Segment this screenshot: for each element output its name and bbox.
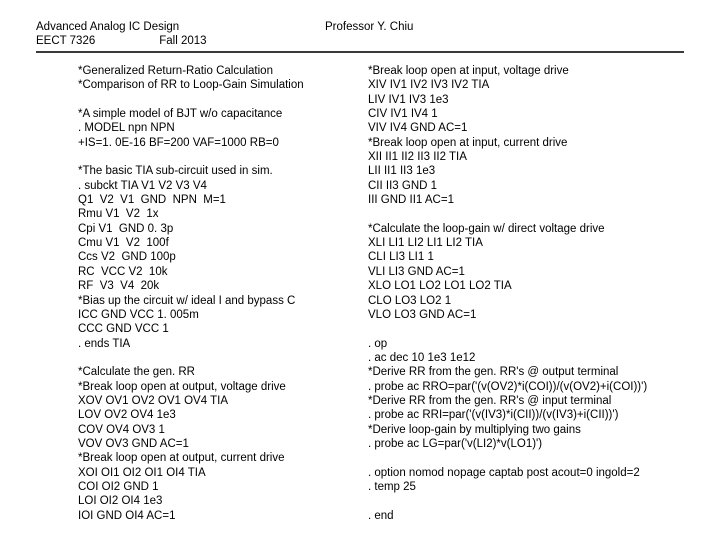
spice-listing-left	[78, 64, 304, 523]
spice-line-left: IOI GND OI4 AC=1	[78, 509, 176, 522]
spice-line-left: Cmu V1 V2 100f	[78, 237, 169, 250]
spice-line-left: *Calculate the gen. RR	[78, 366, 195, 379]
spice-line-left: *Break loop open at output, voltage drive	[78, 380, 286, 393]
spice-line-right: VLO LO3 GND AC=1	[368, 308, 477, 321]
spice-line-right: . probe ac RRI=par('(v(IV3)*i(CII))/(v(IV3)+i(CII))')	[368, 409, 619, 422]
spice-line-right	[368, 494, 647, 508]
spice-line-left: *Bias up the circuit w/ ideal I and bypass C	[78, 294, 296, 307]
spice-line-right: *Derive RR from the gen. RR's @ output terminal	[368, 366, 619, 379]
course-term: Fall 2013	[159, 35, 207, 47]
spice-line-right: CIV IV1 IV4 1	[368, 108, 438, 121]
spice-line-left: Ccs V2 GND 100p	[78, 251, 176, 264]
spice-line-right: XIV IV1 IV2 IV3 IV2 TIA	[368, 79, 490, 92]
spice-line-left: XOV OV1 OV2 OV1 OV4 TIA	[78, 394, 228, 407]
spice-line-left: *A simple model of BJT w/o capacitance	[78, 108, 283, 121]
course-code: EECT 7326	[36, 35, 96, 47]
course-code-and-term	[36, 34, 207, 48]
spice-line-left: . MODEL npn NPN	[78, 122, 175, 135]
header-divider	[36, 51, 684, 53]
spice-line-left: Rmu V1 V2 1x	[78, 208, 159, 221]
spice-line-left: . ends TIA	[78, 337, 131, 350]
spice-line-right	[368, 207, 647, 221]
spice-line-right: LIV IV1 IV3 1e3	[368, 93, 449, 106]
spice-line-left: Q1 V2 V1 GND NPN M=1	[78, 194, 226, 207]
spice-line-right: VIV IV4 GND AC=1	[368, 122, 468, 135]
spice-line-right	[368, 451, 647, 465]
spice-line-left: ICC GND VCC 1. 005m	[78, 308, 199, 321]
spice-line-right: CII II3 GND 1	[368, 179, 438, 192]
spice-line-right: CLI LI3 LI1 1	[368, 251, 434, 264]
spice-line-left: COI OI2 GND 1	[78, 480, 159, 493]
spice-line-left: XOI OI1 OI2 OI1 OI4 TIA	[78, 466, 206, 479]
spice-line-left	[78, 351, 304, 365]
spice-line-right: *Derive loop-gain by multiplying two gains	[368, 423, 581, 436]
spice-line-left: *The basic TIA sub-circuit used in sim.	[78, 165, 273, 178]
spice-line-right: . probe ac LG=par('v(LI2)*v(LO1)')	[368, 437, 543, 450]
spice-line-left: *Comparison of RR to Loop-Gain Simulation	[78, 79, 304, 92]
spice-line-right: *Break loop open at input, voltage drive	[368, 65, 569, 77]
spice-line-left: *Break loop open at output, current drive	[78, 452, 285, 465]
spice-line-right: *Break loop open at input, current drive	[368, 136, 568, 149]
spice-line-right: *Derive RR from the gen. RR's @ input terminal	[368, 394, 612, 407]
spice-line-left: +IS=1. 0E-16 BF=200 VAF=1000 RB=0	[78, 136, 279, 149]
spice-line-left: VOV OV3 GND AC=1	[78, 437, 189, 450]
spice-line-left: Cpi V1 GND 0. 3p	[78, 222, 174, 235]
spice-line-right: LII II1 II3 1e3	[368, 165, 436, 178]
spice-line-left: LOV OV2 OV4 1e3	[78, 409, 176, 422]
spice-listing-right	[368, 64, 647, 523]
spice-line-left: COV OV4 OV3 1	[78, 423, 165, 436]
course-title: Advanced Analog IC Design	[36, 21, 180, 33]
spice-line-right	[368, 322, 647, 336]
spice-line-right: III GND II1 AC=1	[368, 194, 454, 207]
spice-line-right: . option nomod nopage captab post acout=0 ingold=2	[368, 466, 640, 479]
professor-name: Professor Y. Chiu	[325, 21, 414, 33]
spice-line-left	[78, 150, 304, 164]
spice-line-left: LOI OI2 OI4 1e3	[78, 495, 163, 508]
spice-line-left: *Generalized Return-Ratio Calculation	[78, 65, 273, 77]
spice-line-right: . temp 25	[368, 480, 416, 493]
spice-line-left: . subckt TIA V1 V2 V3 V4	[78, 179, 207, 192]
spice-line-right: XLO LO1 LO2 LO1 LO2 TIA	[368, 280, 512, 293]
spice-line-left: RF V3 V4 20k	[78, 280, 160, 293]
spice-line-right: *Calculate the loop-gain w/ direct voltage drive	[368, 222, 605, 235]
spice-line-right: . ac dec 10 1e3 1e12	[368, 351, 476, 364]
spice-line-right: VLI LI3 GND AC=1	[368, 265, 465, 278]
course-header	[36, 20, 207, 48]
spice-line-right: CLO LO3 LO2 1	[368, 294, 452, 307]
spice-line-left: RC VCC V2 10k	[78, 265, 168, 278]
spice-line-right: . end	[368, 509, 394, 522]
spice-line-left: CCC GND VCC 1	[78, 323, 169, 336]
spice-line-right: XLI LI1 LI2 LI1 LI2 TIA	[368, 237, 483, 250]
spice-line-left	[78, 93, 304, 107]
spice-line-right: . op	[368, 337, 388, 350]
spice-line-right: XII II1 II2 II3 II2 TIA	[368, 151, 467, 164]
spice-line-right: . probe ac RRO=par('(v(OV2)*i(COI))/(v(OV2)+i(COI))')	[368, 380, 648, 393]
